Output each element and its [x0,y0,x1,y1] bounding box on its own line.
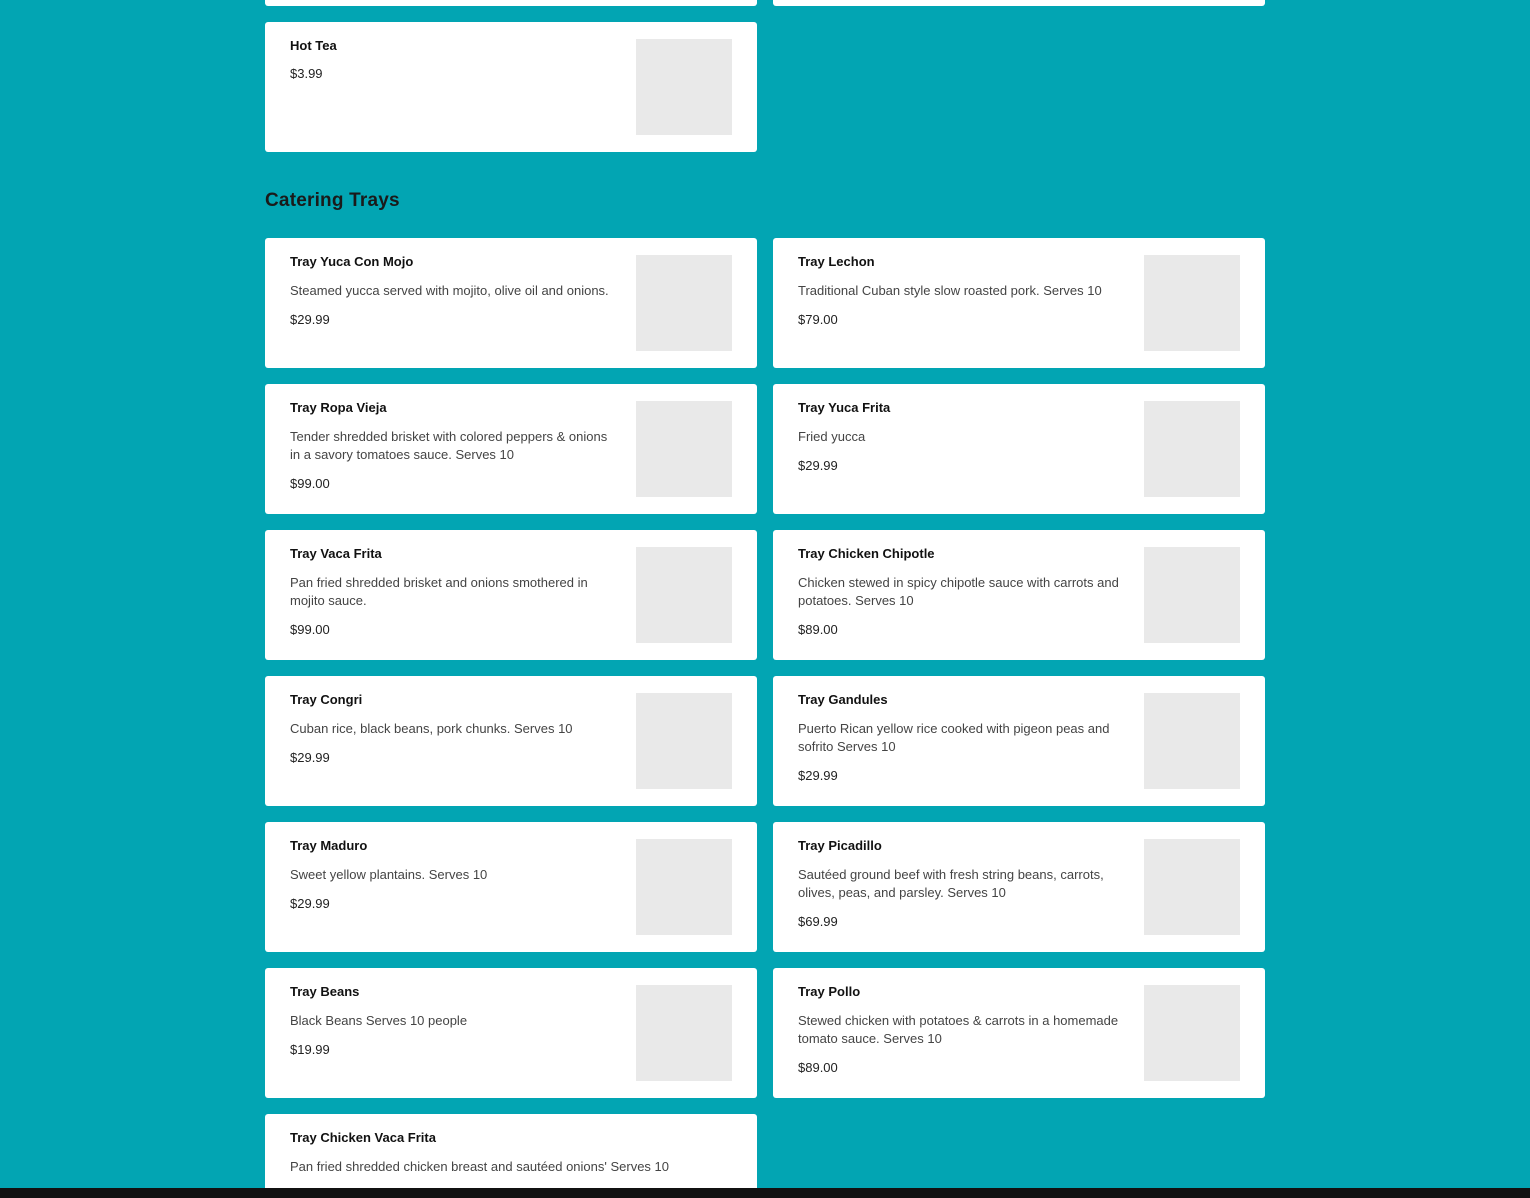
menu-item-price: $29.99 [290,312,330,327]
menu-item-text [290,254,612,328]
menu-item-card-tray-pollo[interactable] [773,968,1265,1098]
menu-item-price: $69.99 [798,914,838,929]
menu-item-text [290,400,612,492]
menu-item-text [290,692,612,766]
menu-item-description: Tender shredded brisket with colored peppers & onions in a savory tomatoes sauce. Serves 10 [290,429,608,462]
menu-item-price: $29.99 [290,750,330,765]
menu-item-price: $89.00 [798,622,838,637]
menu-item-card-tray-lechon[interactable] [773,238,1265,368]
menu-item-price: $29.99 [798,458,838,473]
menu-item-price: $89.00 [798,1060,838,1075]
menu-item-price: $19.99 [290,1042,330,1057]
menu-item-description: Fried yucca [798,429,866,444]
menu-item-description: Chicken stewed in spicy chipotle sauce with carrots and potatoes. Serves 10 [798,575,1119,608]
menu-item-name: Tray Yuca Con Mojo [290,254,414,269]
menu-item-image-placeholder [1144,401,1240,497]
menu-item-image-placeholder [636,255,732,351]
menu-item-image-placeholder [1144,985,1240,1081]
menu-item-price: $3.99 [290,66,323,81]
menu-item-text [290,1130,730,1176]
menu-item-card-tray-vaca-frita[interactable] [265,530,757,660]
menu-item-price: $99.00 [290,476,330,491]
menu-item-image-placeholder [1144,693,1240,789]
menu-item-card-hot-tea[interactable] [265,22,757,152]
menu-item-description: Sautéed ground beef with fresh string beans, carrots, olives, peas, and parsley. Serves 10 [798,867,1104,900]
menu-item-card-partial[interactable] [773,0,1265,6]
menu-item-name: Tray Yuca Frita [798,400,891,415]
menu-item-text [798,692,1120,784]
menu-item-description: Puerto Rican yellow rice cooked with pigeon peas and sofrito Serves 10 [798,721,1110,754]
menu-item-image-placeholder [1144,839,1240,935]
menu-item-card-tray-beans[interactable] [265,968,757,1098]
menu-item-name: Tray Beans [290,984,360,999]
menu-item-image-placeholder [636,839,732,935]
menu-item-text [798,254,1120,328]
menu-item-name: Tray Ropa Vieja [290,400,387,415]
menu-item-image-placeholder [636,985,732,1081]
menu-item-description: Stewed chicken with potatoes & carrots in a homemade tomato sauce. Serves 10 [798,1013,1119,1046]
menu-item-name: Hot Tea [290,38,337,53]
menu-item-price: $29.99 [290,896,330,911]
menu-item-card-tray-ropa-vieja[interactable] [265,384,757,514]
menu-item-card-tray-chicken-vaca-frita[interactable] [265,1114,757,1198]
menu-item-image-placeholder [1144,547,1240,643]
menu-item-description: Steamed yucca served with mojito, olive oil and onions. [290,283,609,298]
menu-item-card-tray-yuca-con-mojo[interactable] [265,238,757,368]
menu-item-text [290,546,612,638]
menu-item-card-tray-yuca-frita[interactable] [773,384,1265,514]
menu-item-price: $29.99 [798,768,838,783]
menu-item-name: Tray Lechon [798,254,875,269]
menu-item-text [290,38,612,82]
menu-item-image-placeholder [636,401,732,497]
menu-item-price: $79.00 [798,312,838,327]
menu-item-name: Tray Gandules [798,692,888,707]
menu-item-card-tray-gandules[interactable] [773,676,1265,806]
menu-item-card-partial[interactable] [265,0,757,6]
menu-item-name: Tray Chicken Chipotle [798,546,935,561]
menu-item-image-placeholder [636,693,732,789]
menu-item-name: Tray Vaca Frita [290,546,382,561]
menu-item-name: Tray Congri [290,692,363,707]
menu-item-text [798,838,1120,930]
menu-item-description: Traditional Cuban style slow roasted pork. Serves 10 [798,283,1102,298]
menu-item-name: Tray Chicken Vaca Frita [290,1130,436,1145]
menu-item-description: Pan fried shredded chicken breast and sautéed onions' Serves 10 [290,1159,670,1174]
menu-item-text [798,400,1120,474]
menu-item-image-placeholder [636,547,732,643]
bottom-bar [0,1188,1530,1198]
menu-item-description: Cuban rice, black beans, pork chunks. Serves 10 [290,721,573,736]
menu-item-name: Tray Picadillo [798,838,882,853]
section-title-catering-trays: Catering Trays [265,190,400,211]
menu-item-name: Tray Maduro [290,838,368,853]
menu-item-card-tray-maduro[interactable] [265,822,757,952]
menu-item-text [290,838,612,912]
menu-item-name: Tray Pollo [798,984,861,999]
menu-item-description: Black Beans Serves 10 people [290,1013,468,1028]
menu-item-price: $99.00 [290,622,330,637]
menu-item-card-tray-congri[interactable] [265,676,757,806]
menu-item-text [798,984,1120,1076]
menu-item-card-tray-chicken-chipotle[interactable] [773,530,1265,660]
menu-item-description: Pan fried shredded brisket and onions smothered in mojito sauce. [290,575,588,608]
menu-item-image-placeholder [1144,255,1240,351]
menu-item-text [798,546,1120,638]
menu-item-card-tray-picadillo[interactable] [773,822,1265,952]
menu-item-text [290,984,612,1058]
menu-item-description: Sweet yellow plantains. Serves 10 [290,867,488,882]
menu-item-image-placeholder [636,39,732,135]
